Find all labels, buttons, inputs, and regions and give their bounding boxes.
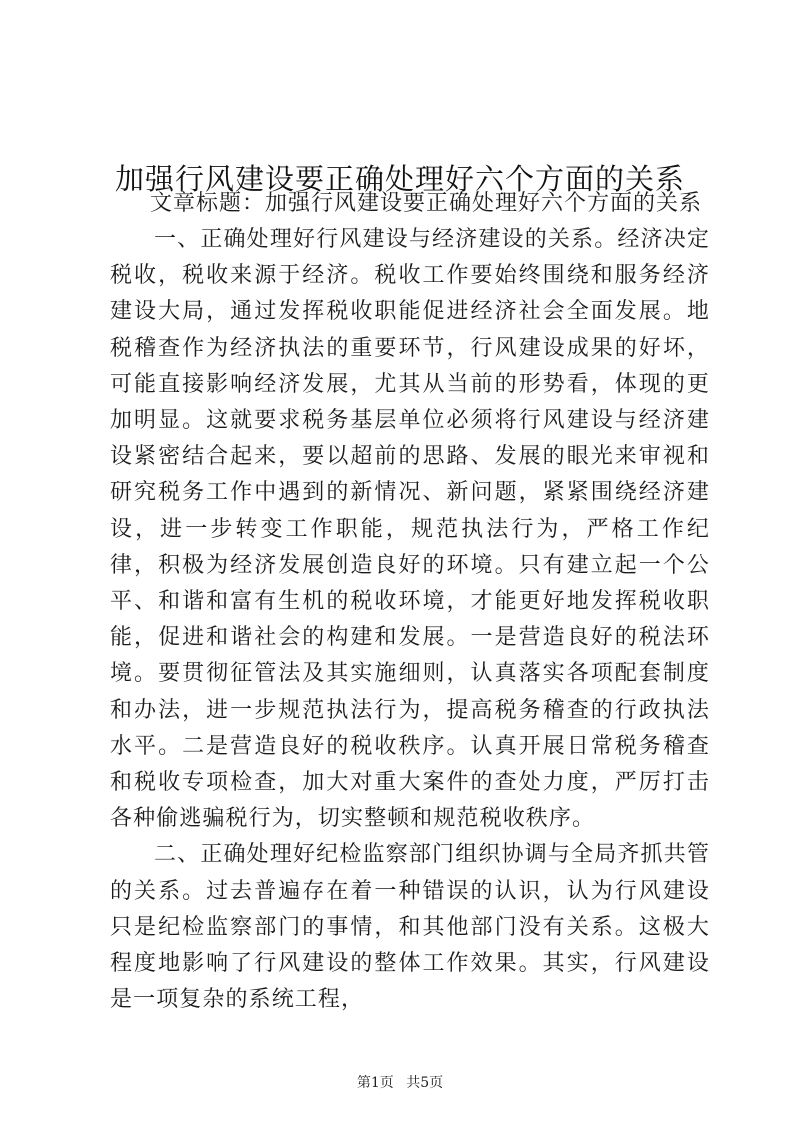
page-total: 共5页	[406, 1075, 444, 1091]
paragraph: 一、正确处理好行风建设与经济建设的关系。经济决定税收，税收来源于经济。税收工作要始终围绕和服务经济建设大局，通过发挥税收职能促进经济社会全面发展。地税稽查作为经济执法的重要环节，行风建设成果的好坏，可能直接影响经济发展，尤其从当前的形势看，体现的更加明显。这就要求税务基层单位必须将行风建设与经济建设紧密结合起来，要以超前的思路、发展的眼光来审视和研究税务工作中遇到的新情况、新问题，紧紧围绕经济建设，进一步转变工作职能，规范执法行为，严格工作纪律，积极为经济发展创造良好的环境。只有建立起一个公平、和谐和富有生机的税收环境，才能更好地发挥税收职能，促进和谐社会的构建和发展。一是营造良好的税法环境。要贯彻征管法及其实施细则，认真落实各项配套制度和办法，进一步规范执法行为，提高税务稽查的行政执法水平。二是营造良好的税收秩序。认真开展日常税务稽查和税收专项检查，加大对重大案件的查处力度，严厉打击各种偷逃骗税行为，切实整顿和规范税收秩序。	[110, 227, 710, 832]
document-title: 加强行风建设要正确处理好六个方面的关系	[114, 162, 685, 197]
paragraph: 二、正确处理好纪检监察部门组织协调与全局齐抓共管的关系。过去普遍存在着一种错误的认识，认为行风建设只是纪检监察部门的事情，和其他部门没有关系。这极大程度地影响了行风建设的整体工作效果。其实，行风建设是一项复杂的系统工程，	[110, 842, 710, 1013]
page-footer	[0, 1072, 800, 1092]
page-number: 第1页	[356, 1075, 394, 1091]
document-body	[110, 186, 710, 1018]
article-subtitle: 文章标题：加强行风建设要正确处理好六个方面的关系	[150, 191, 703, 216]
